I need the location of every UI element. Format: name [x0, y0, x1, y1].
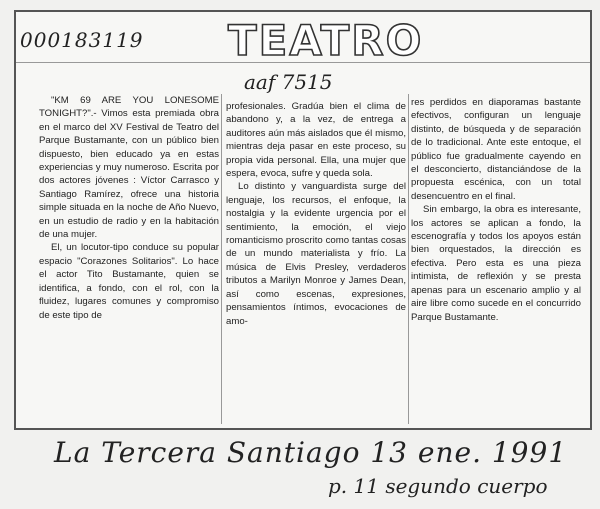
source-note-page: p. 11 segundo cuerpo: [328, 474, 548, 498]
article-column-3: [411, 96, 581, 324]
archive-number: 000183119: [20, 28, 144, 52]
section-title: TEATRO: [228, 16, 424, 65]
document-code: aaf 7515: [244, 70, 333, 94]
newspaper-clipping: [14, 10, 592, 430]
column-1-paragraph-1: "KM 69 ARE YOU LONESOME TONIGHT?".- Vimos esta premiada obra en el marco del XV Festival de Teatro del Parque Bustamante, con un público bien dispuesto, bien educado ya en estas experiencias y muy numeroso. Escrita por dos actores jóvenes : Víctor Carrasco y Santiago Ramírez, ofrece una historia simple situada en la noche de Año Nuevo, en un estudio de radio y en la habitación de una mujer.: [39, 95, 219, 241]
column-3-paragraph-1: res perdidos en diaporamas bastante efectivos, configuran un lenguaje distinto, de búsqueda y de separación de lo tradicional. Ante este entoque, el público fue gradualmente cayendo en el desconcierto, distanciándose de la propuesta escénica, con un total desencuentro en el final.: [411, 97, 581, 202]
column-divider-1: [221, 94, 222, 424]
article-column-1: [39, 94, 219, 322]
column-1-paragraph-2: El, un locutor-tipo conduce su popular espacio "Corazones Solitarios". Lo hace el actor Tito Bustamante, quien se identifica, a fondo, con el rol, con la fluidez, lugares comunes y compromiso de este tipo de: [39, 242, 219, 321]
column-2-paragraph-2: Lo distinto y vanguardista surge del lenguaje, los recursos, el enfoque, la nostalgia y la evidente urgencia por el sentimiento, la emoción, el viejo romanticismo proscrito como tantas cosas de un mundo materialista y frío. La música de Elvis Presley, verdaderos tributos a Marilyn Monroe y James Dean, así como escenas, expresiones, pensamientos íntimos, evocaciones de amo-: [226, 181, 406, 327]
column-2-paragraph-1: profesionales. Gradúa bien el clima de abandono y, a la vez, de entrega a auditores aún más aislados que él mismo, mientras deja pasar en este proceso, su propia vida personal. Ella, una mujer que espera, evoca, sufre y queda sola.: [226, 101, 406, 180]
header-divider: [16, 62, 590, 63]
article-column-2: [226, 100, 406, 328]
column-divider-2: [408, 94, 409, 424]
column-3-paragraph-2: Sin embargo, la obra es interesante, los actores se aplican a fondo, la escenografía y todos los apoyos están bien orquestados, la dirección es efectiva. Pero esta es una pieza intimista, de reflexión y se presta apenas para un escenario amplio y al aire libre como sucede en el concurrido Parque Bustamante.: [411, 204, 581, 323]
source-note-publication: La Tercera Santiago 13 ene. 1991: [54, 436, 568, 469]
